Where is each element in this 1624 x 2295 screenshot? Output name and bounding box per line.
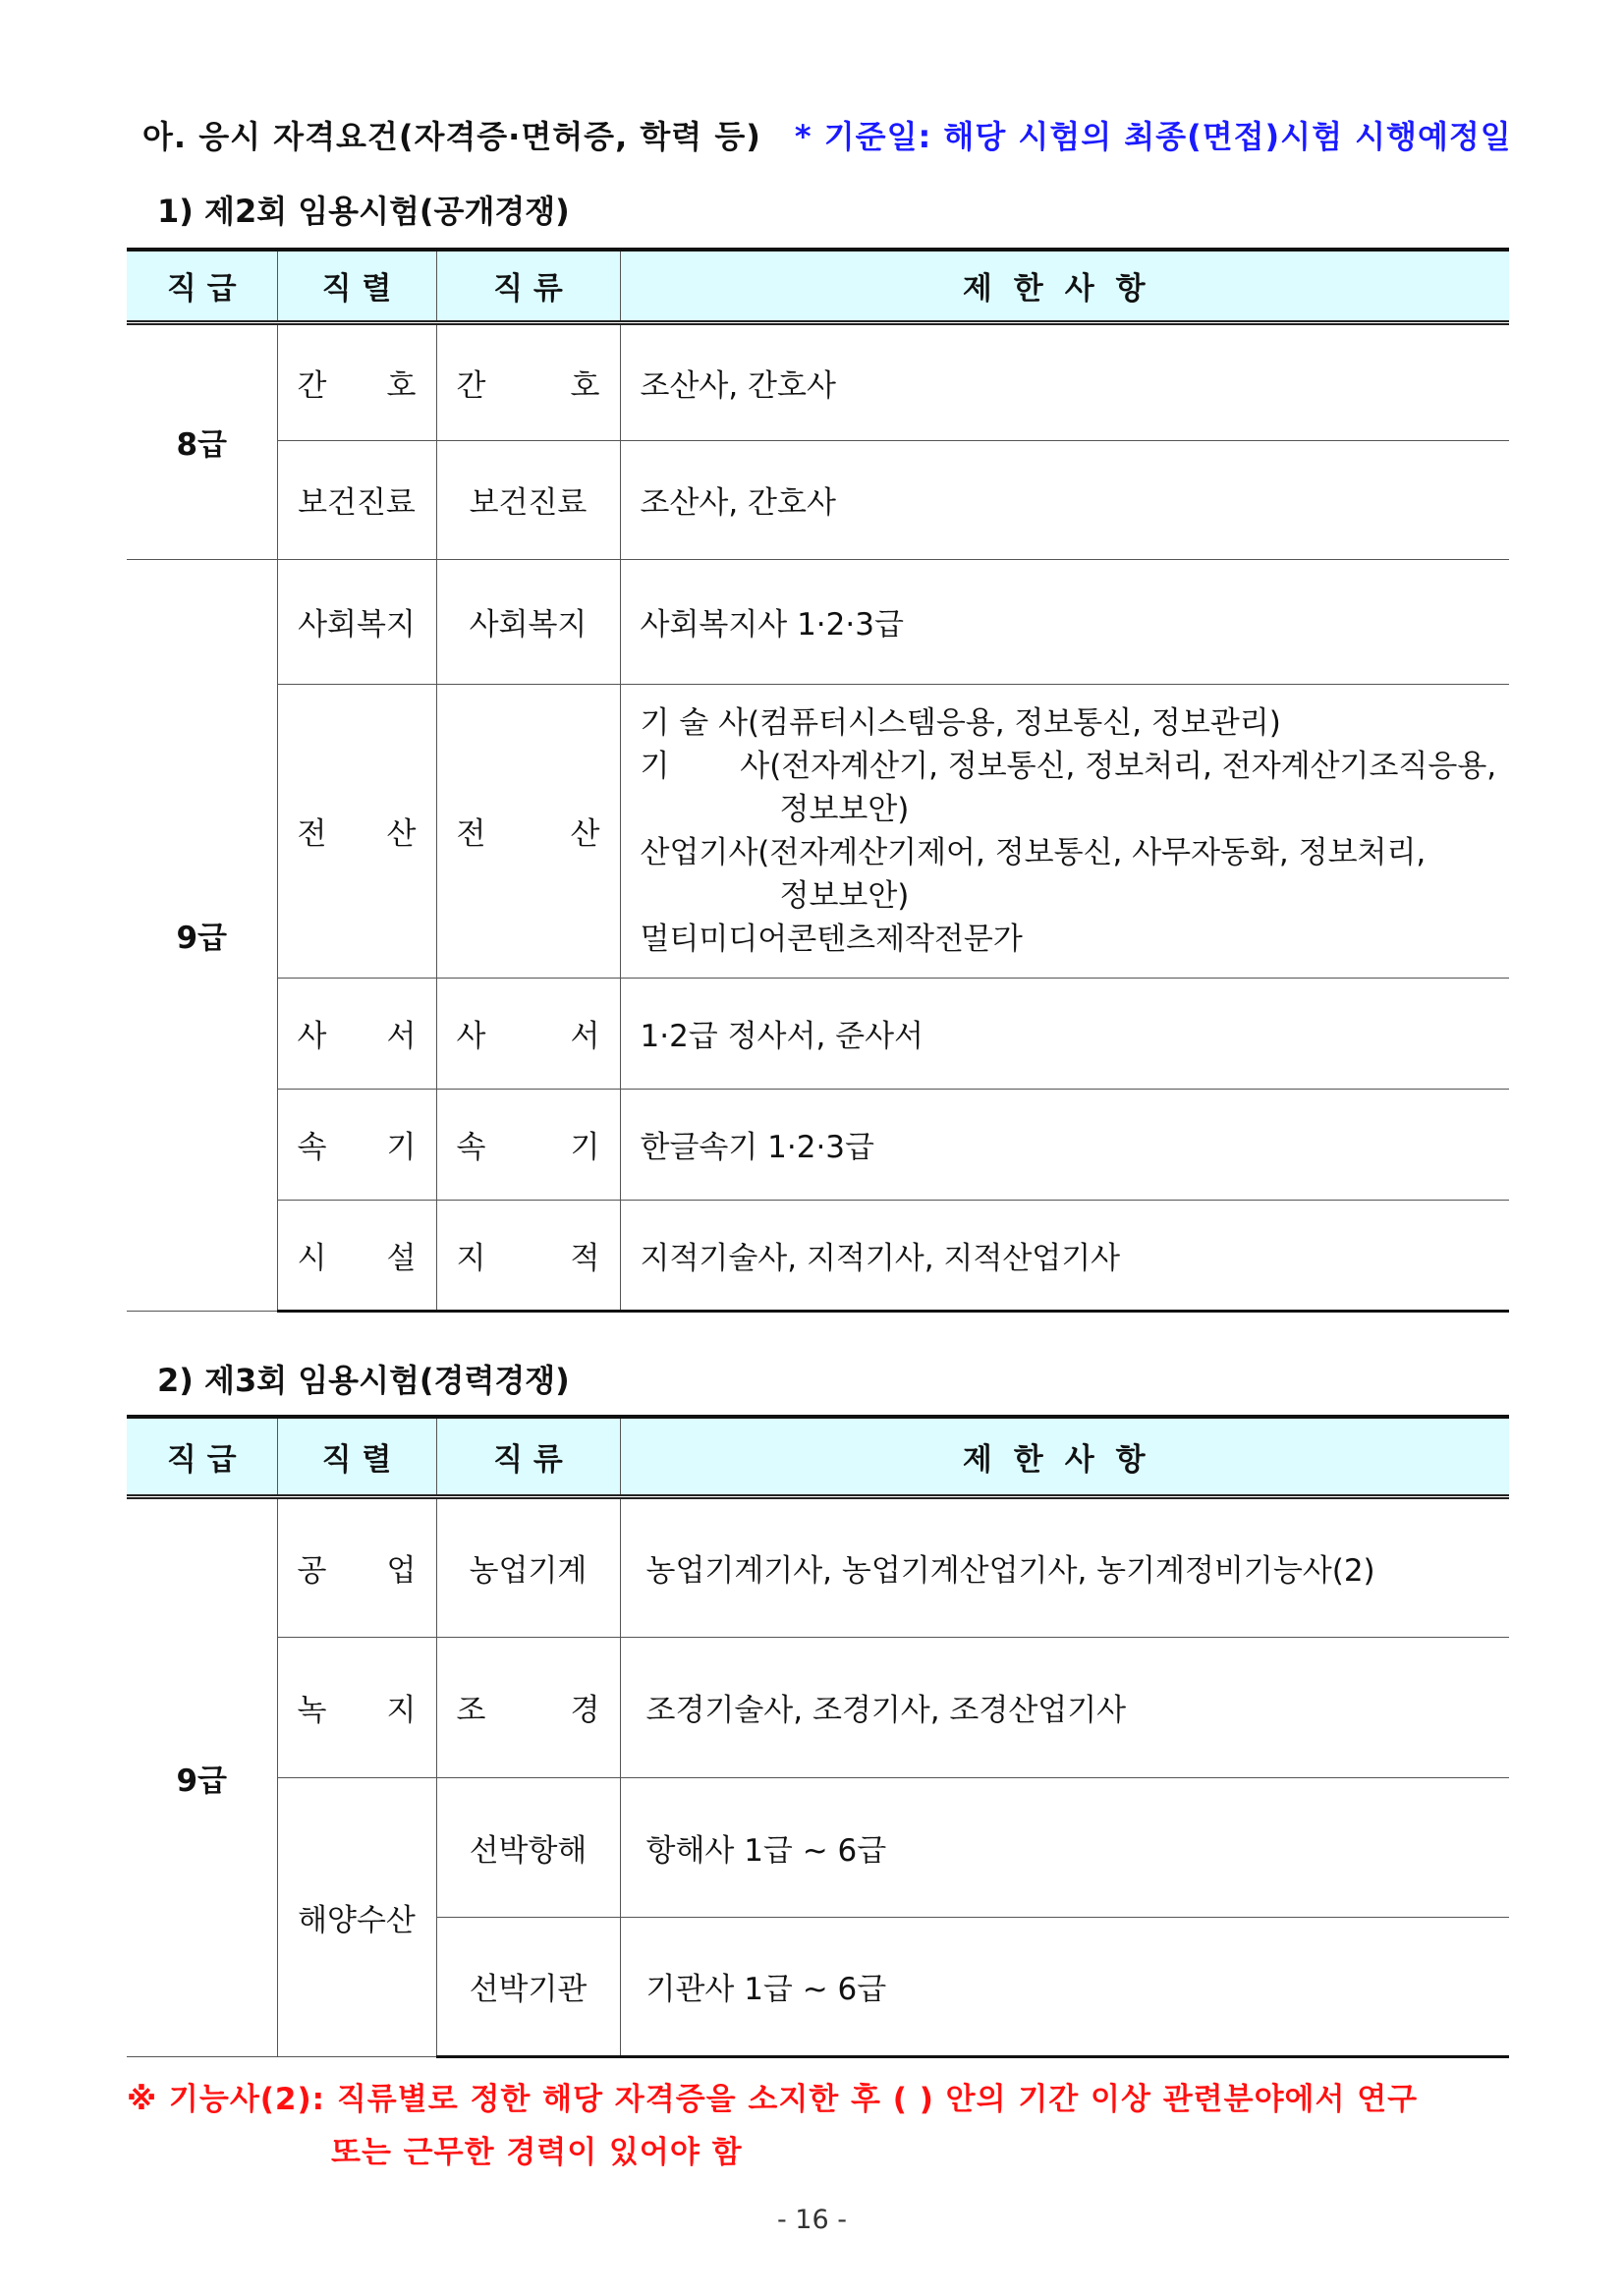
- requirement-line: 정보보안): [779, 791, 910, 827]
- header-grade: 직 급: [127, 1417, 277, 1496]
- series-cell: 속 기: [277, 1089, 436, 1200]
- table-row: [127, 1089, 1509, 1200]
- class-cell: 지 적: [436, 1200, 620, 1311]
- header-requirements: 제한사항: [620, 250, 1509, 322]
- table-row: [127, 440, 1509, 559]
- table-header-row: [127, 1417, 1509, 1496]
- requirement-cell: 1·2급 정사서, 준사서: [620, 978, 1509, 1089]
- page-number: - 16 -: [776, 2205, 847, 2235]
- table-row: [127, 1496, 1509, 1637]
- table-row: [127, 1637, 1509, 1777]
- section1-title: 1) 제2회 임용시험(공개경쟁): [157, 193, 570, 230]
- requirement-cell: 농업기계기사, 농업기계산업기사, 농기계정비기능사(2): [620, 1496, 1509, 1637]
- series-cell: 보건진료: [277, 440, 436, 559]
- requirement-line: 정보보안): [779, 877, 910, 914]
- requirement-cell: 조산사, 간호사: [620, 440, 1509, 559]
- requirement-cell: 기관사 1급 ~ 6급: [620, 1917, 1509, 2056]
- header-requirements: 제한사항: [620, 1417, 1509, 1496]
- class-cell: 전 산: [436, 684, 620, 978]
- class-cell: 간 호: [436, 322, 620, 440]
- header-class: 직 류: [436, 1417, 620, 1496]
- requirement-cell: 조산사, 간호사: [620, 322, 1509, 440]
- series-cell: 간 호: [277, 322, 436, 440]
- footnote: [127, 2073, 1418, 2179]
- table-open-competition: [127, 248, 1509, 1313]
- table-row: [127, 1200, 1509, 1311]
- grade-cell: 9급: [127, 1496, 277, 2056]
- series-cell: 사 서: [277, 978, 436, 1089]
- footnote-line: 또는 근무한 경력이 있어야 함: [331, 2135, 743, 2170]
- class-cell: 선박기관: [436, 1917, 620, 2056]
- class-cell: 사회복지: [436, 559, 620, 684]
- requirement-cell: 한글속기 1·2·3급: [620, 1089, 1509, 1200]
- requirement-cell: [620, 684, 1509, 978]
- table-header-row: [127, 250, 1509, 322]
- table-row: [127, 322, 1509, 440]
- requirement-cell: 사회복지사 1·2·3급: [620, 559, 1509, 684]
- series-cell: 전 산: [277, 684, 436, 978]
- table-row: [127, 559, 1509, 684]
- table-row: [127, 684, 1509, 978]
- header-class: 직 류: [436, 250, 620, 322]
- class-cell: 보건진료: [436, 440, 620, 559]
- table-career-competition: [127, 1415, 1509, 2058]
- header-series: 직 렬: [277, 1417, 436, 1496]
- class-cell: 조 경: [436, 1637, 620, 1777]
- reference-date-note: * 기준일: 해당 시험의 최종(면접)시험 시행예정일: [794, 118, 1512, 155]
- heading-main: 아. 응시 자격요건(자격증·면허증, 학력 등): [142, 118, 761, 155]
- grade-cell: 8급: [127, 322, 277, 559]
- series-cell: 해양수산: [277, 1777, 436, 2056]
- header-grade: 직 급: [127, 250, 277, 322]
- class-cell: 농업기계: [436, 1496, 620, 1637]
- series-cell: 녹 지: [277, 1637, 436, 1777]
- table-row: [127, 978, 1509, 1089]
- requirement-cell: 조경기술사, 조경기사, 조경산업기사: [620, 1637, 1509, 1777]
- requirement-line: 산업기사(전자계산기제어, 정보통신, 사무자동화, 정보처리,: [640, 834, 1427, 870]
- series-cell: 공 업: [277, 1496, 436, 1637]
- requirement-line: 멀티미디어콘텐츠제작전문가: [640, 921, 1023, 957]
- requirement-cell: 항해사 1급 ~ 6급: [620, 1777, 1509, 1917]
- class-cell: 속 기: [436, 1089, 620, 1200]
- footnote-line: ※ 기능사(2): 직류별로 정한 해당 자격증을 소지한 후 ( ) 안의 기간 이상 관련분야에서 연구: [127, 2082, 1419, 2117]
- table-row: [127, 1777, 1509, 1917]
- series-cell: 사회복지: [277, 559, 436, 684]
- class-cell: 사 서: [436, 978, 620, 1089]
- requirement-line: 기 사(전자계산기, 정보통신, 정보처리, 전자계산기조직응용,: [640, 748, 1497, 784]
- class-cell: 선박항해: [436, 1777, 620, 1917]
- header-series: 직 렬: [277, 250, 436, 322]
- requirement-line: 기 술 사(컴퓨터시스템응용, 정보통신, 정보관리): [640, 704, 1281, 741]
- section2-title: 2) 제3회 임용시험(경력경쟁): [157, 1362, 570, 1399]
- grade-cell: 9급: [127, 559, 277, 1311]
- requirement-cell: 지적기술사, 지적기사, 지적산업기사: [620, 1200, 1509, 1311]
- section-heading: [142, 112, 1512, 157]
- series-cell: 시 설: [277, 1200, 436, 1311]
